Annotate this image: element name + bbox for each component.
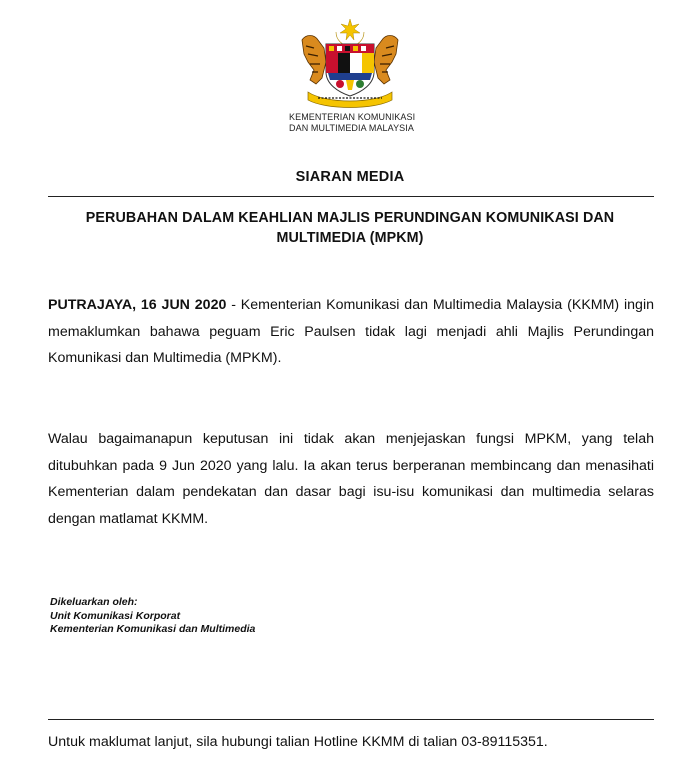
issuer-block (50, 596, 255, 637)
dateline: PUTRAJAYA, 16 JUN 2020 (48, 297, 227, 313)
top-divider (48, 196, 654, 197)
ministry-name-line2: DAN MULTIMEDIA MALAYSIA (289, 122, 414, 133)
ministry-name (289, 112, 415, 133)
ministry-name-line1: KEMENTERIAN KOMUNIKASI (289, 112, 416, 122)
contact-note: Untuk maklumat lanjut, sila hubungi talian Hotline KKMM di talian 03-89115351. (48, 734, 548, 750)
issuer-ministry: Kementerian Komunikasi dan Multimedia (50, 623, 256, 635)
paragraph-2: Walau bagaimanapun keputusan ini tidak akan menjejaskan fungsi MPKM, yang telah ditubuhkan pada 9 Jun 2020 yang lalu. Ia akan terus berperanan membincang dan menasihati Kementerian dalam pendekatan dan dasar bagi isu-isu komunikasi dan multimedia selaras dengan matlamat KKMM. (48, 431, 654, 527)
paragraph-1 (48, 292, 654, 372)
bottom-divider (48, 719, 654, 720)
document-type-label: SIARAN MEDIA (295, 169, 405, 185)
paragraph-1-body: - Kementerian Komunikasi dan Multimedia Malaysia (KKMM) ingin memaklumkan bahawa peguam Eric Paulsen tidak lagi menjadi ahli Majlis Perundingan Komunikasi dan Multimedia (MPKM). (48, 297, 654, 366)
issuer-label: Dikeluarkan oleh: (50, 596, 138, 608)
issuer-unit: Unit Komunikasi Korporat (50, 609, 181, 622)
coat-of-arms-icon (296, 18, 404, 110)
press-release-headline: PERUBAHAN DALAM KEAHLIAN MAJLIS PERUNDINGAN KOMUNIKASI DAN MULTIMEDIA (MPKM) (85, 210, 615, 246)
